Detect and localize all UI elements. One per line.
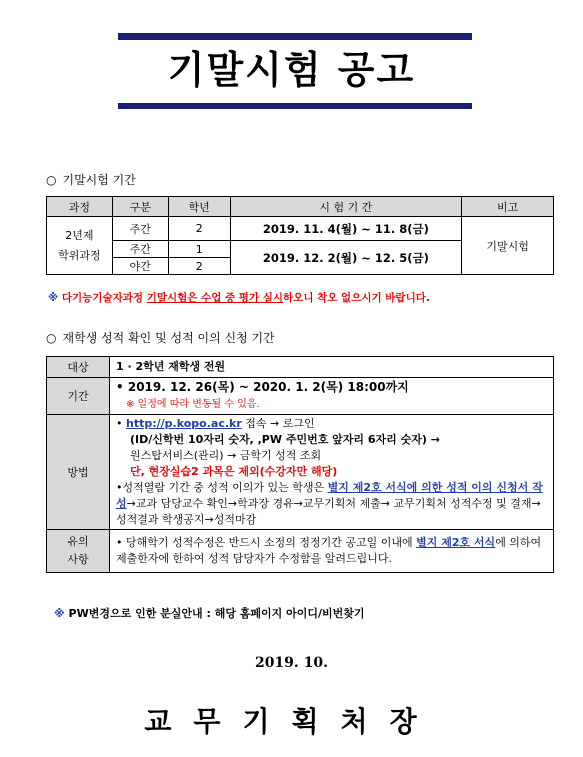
method-line1: 접속 → 로그인 <box>241 417 315 430</box>
method-line3: 원스탑서비스(관리) → 금학기 성적 조회 <box>130 449 322 462</box>
course-cell <box>47 217 113 275</box>
target-value: 1 · 2학년 재학생 전원 <box>110 357 554 378</box>
header-period: 시 험 기 간 <box>230 197 462 217</box>
portal-link[interactable]: http://p.kopo.ac.kr <box>126 417 242 430</box>
type-cell: 주간 <box>112 217 168 241</box>
circle-bullet-icon: ○ <box>46 331 57 345</box>
grade-cell: 2 <box>168 258 230 275</box>
method-line4: 단, 현장실습2 과목은 제외(수강자만 해당) <box>130 465 338 478</box>
caution-label-line1: 유의 <box>67 535 89 548</box>
remark-cell: 기말시험 <box>462 217 554 275</box>
table-row <box>47 217 554 241</box>
grade-cell: 1 <box>168 241 230 258</box>
exam-note <box>48 290 430 305</box>
header-type: 구분 <box>112 197 168 217</box>
caution-post: 에 의하여 제출한자에 한하여 성적 담당자가 수정함을 알려드립니다. <box>116 536 542 565</box>
method-cell: • http://p.kopo.ac.kr 접속 → 로그인 (ID/신학번 10자리 숫자, ,PW 주민번호 앞자리 6자리 숫자) → 원스탑서비스(관리) → 금학기 성적 조회 단, 현장실습2 과목은 제외(수강자만 해당) •성적열람 기간 중 성적 이의가 있는 학생은 별지 제2호 서식에 의한 성적 이의 신청서 작성→교과 담당교수 확인→학과장 경유→교무기획처 제출→ 교무기획처 성적수정 및 결재→성적결과 학생공지→성적마감 <box>110 415 554 530</box>
table-row <box>47 530 554 573</box>
title-bar-bottom <box>118 103 472 109</box>
reference-mark-icon: ※ <box>48 292 59 304</box>
period-value: • 2019. 12. 26(목) ~ 2020. 1. 2(목) 18:00까지 <box>116 380 409 394</box>
exam-note-post: 하오니 착오 없으시기 바랍니다. <box>283 292 430 304</box>
notice-date: 2019. 10. <box>254 655 329 671</box>
table-row <box>47 415 554 530</box>
reference-mark-icon: ※ <box>54 607 65 620</box>
pw-note-text: PW변경으로 인한 분실안내 : 해당 홈페이지 아이디/비번찾기 <box>68 607 365 620</box>
period-label: 기간 <box>47 378 110 415</box>
target-label: 대상 <box>47 357 110 378</box>
period-cell: 2019. 11. 4(월) ~ 11. 8(금) <box>230 217 462 241</box>
period-cell: 2019. 12. 2(월) ~ 12. 5(금) <box>230 241 462 275</box>
course-line1: 2년제 <box>65 228 94 242</box>
table-header-row <box>47 197 554 217</box>
page-title: 기말시험 공고 <box>167 48 416 92</box>
caution-cell <box>110 530 554 573</box>
grade-check-table <box>46 356 554 573</box>
grade-cell: 2 <box>168 217 230 241</box>
method-line5-pre: •성적열람 기간 중 성적 이의가 있는 학생은 <box>116 481 328 494</box>
appeal-form-link[interactable]: 별지 제2호 서식에 의한 성적 이의 신청서 작성 <box>116 481 543 510</box>
exam-note-underlined: 기말시험은 수업 중 평가 실시 <box>146 292 284 304</box>
method-line5-post: →교과 담당교수 확인→학과장 경유→교무기획처 제출→ 교무기획처 성적수정 및 결재→성적결과 학생공지→성적마감 <box>116 497 541 526</box>
pw-note <box>54 605 365 621</box>
caution-label <box>47 530 110 573</box>
exam-schedule-table <box>46 196 554 275</box>
method-label: 방법 <box>47 415 110 530</box>
form2-link[interactable]: 별지 제2호 서식 <box>416 536 496 549</box>
section2-heading-text: 재학생 성적 확인 및 성적 이의 신청 기간 <box>62 331 275 345</box>
period-value-cell <box>110 378 554 415</box>
header-remark: 비고 <box>462 197 554 217</box>
period-note: ※ 일정에 따라 변동될 수 있음. <box>126 399 260 410</box>
header-grade: 학년 <box>168 197 230 217</box>
caution-pre: • 당해학기 성적수정은 반드시 소정의 정정기간 공고일 이내에 <box>116 536 417 549</box>
table-row <box>47 378 554 415</box>
exam-note-pre: 다기능기술자과정 <box>61 292 147 304</box>
type-cell: 야간 <box>112 258 168 275</box>
circle-bullet-icon: ○ <box>46 173 57 187</box>
method-line2: (ID/신학번 10자리 숫자, ,PW 주민번호 앞자리 6자리 숫자) → <box>130 433 440 446</box>
header-course: 과정 <box>47 197 113 217</box>
table-row <box>47 357 554 378</box>
type-cell: 주간 <box>112 241 168 258</box>
course-line2: 학위과정 <box>58 248 101 262</box>
title-bar-top <box>118 33 472 40</box>
section2-heading <box>46 329 275 346</box>
caution-label-line2: 사항 <box>67 553 89 566</box>
section1-heading-text: 기말시험 기간 <box>62 173 136 187</box>
section1-heading <box>46 171 136 188</box>
issuing-office: 교무기획처장 <box>144 705 439 738</box>
